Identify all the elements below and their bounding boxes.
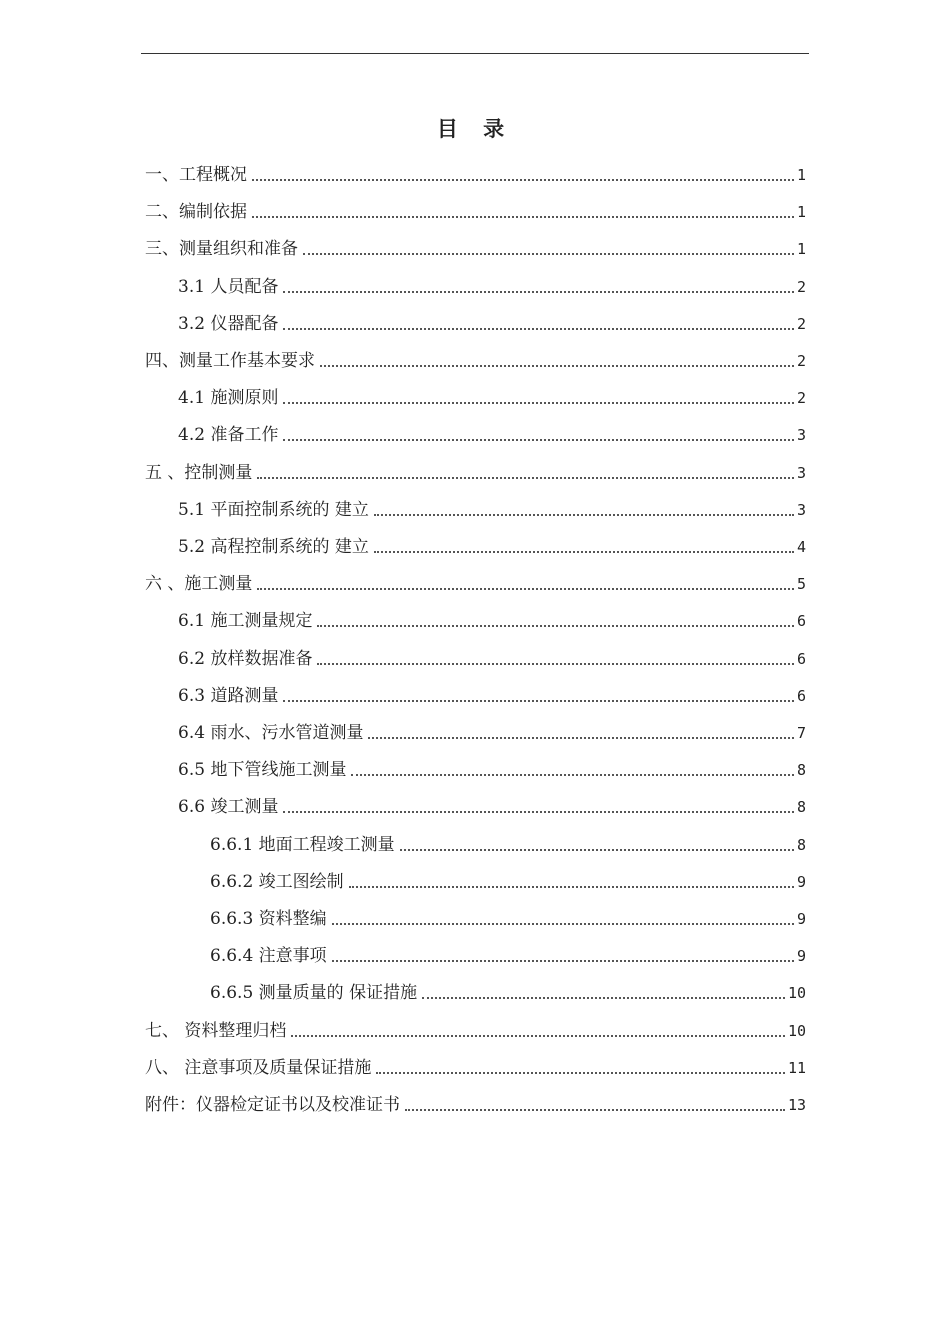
dot-leader <box>283 402 794 404</box>
toc-entry-label: 6.6.5 测量质量的 保证措施 <box>210 983 418 1004</box>
toc-entry-label: 八、 注意事项及质量保证措施 <box>145 1057 372 1078</box>
dot-leader <box>303 253 794 255</box>
toc-entry-page-number: 6 <box>796 612 806 631</box>
dot-leader <box>332 923 794 925</box>
dot-leader <box>291 1035 785 1037</box>
dot-leader <box>405 1109 785 1111</box>
toc-entry-page-number: 10 <box>787 984 806 1003</box>
toc-entry-page-number: 2 <box>796 277 806 296</box>
toc-entry-label: 6.3 道路测量 <box>178 685 279 706</box>
toc-entry[interactable] <box>178 751 806 781</box>
dot-leader <box>283 439 794 441</box>
dot-leader <box>252 179 794 181</box>
dot-leader <box>317 663 794 665</box>
toc-entry[interactable] <box>145 230 806 260</box>
toc-entry-label: 3.1 人员配备 <box>178 276 279 297</box>
toc-entry[interactable] <box>210 826 806 856</box>
dot-leader <box>374 551 794 553</box>
toc-entry[interactable] <box>145 342 806 372</box>
toc-entry-page-number: 2 <box>796 389 806 408</box>
toc-entry[interactable] <box>145 454 806 484</box>
toc-entry-label: 四、测量工作基本要求 <box>145 351 315 371</box>
toc-entry[interactable] <box>178 491 806 521</box>
toc-entry[interactable] <box>145 1049 806 1079</box>
toc-entry[interactable] <box>145 193 806 223</box>
toc-entry[interactable] <box>145 156 806 186</box>
toc-entry[interactable] <box>178 305 806 335</box>
toc-entry-label: 6.6.4 注意事项 <box>210 946 327 967</box>
toc-entry-label: 三、测量组织和准备 <box>145 239 298 260</box>
toc-entry[interactable] <box>145 1086 806 1116</box>
toc-entry-page-number: 9 <box>796 910 806 928</box>
toc-entry[interactable] <box>178 416 806 446</box>
toc-entry[interactable] <box>210 974 806 1004</box>
toc-entry-page-number: 9 <box>796 872 806 891</box>
toc-entry[interactable] <box>178 602 806 632</box>
toc-entry-label: 5.2 高程控制系统的 建立 <box>178 537 369 557</box>
toc-entry-page-number: 1 <box>796 240 806 259</box>
toc-entry-page-number: 13 <box>787 1096 806 1114</box>
toc-entry[interactable] <box>145 565 806 595</box>
toc-entry-page-number: 7 <box>796 724 806 742</box>
toc-entry[interactable] <box>178 379 806 409</box>
toc-entry[interactable] <box>210 900 806 930</box>
toc-entry-label: 附件：仪器检定证书以及校准证书 <box>145 1095 400 1115</box>
toc-entry-page-number: 1 <box>796 203 806 222</box>
dot-leader <box>374 514 794 516</box>
dot-leader <box>376 1072 785 1074</box>
toc-entry-label: 6.6 竣工测量 <box>178 797 279 818</box>
toc-entry-page-number: 6 <box>796 686 806 705</box>
dot-leader <box>349 886 794 888</box>
toc-entry-label: 4.1 施测原则 <box>178 388 279 409</box>
dot-leader <box>283 291 794 293</box>
toc-entry-page-number: 8 <box>796 761 806 780</box>
toc-entry-label: 七、 资料整理归档 <box>145 1020 287 1041</box>
dot-leader <box>283 811 794 813</box>
toc-entry-page-number: 2 <box>796 314 806 333</box>
toc-entry-label: 六 、施工测量 <box>145 574 253 595</box>
toc-entry-label: 6.1 施工测量规定 <box>178 611 313 632</box>
toc-entry-label: 5.1 平面控制系统的 建立 <box>178 499 369 520</box>
toc-entry[interactable] <box>145 1012 806 1042</box>
toc-entry-label: 五 、控制测量 <box>145 462 253 483</box>
dot-leader <box>400 849 794 851</box>
dot-leader <box>257 477 794 479</box>
toc-entry-page-number: 6 <box>796 649 806 668</box>
toc-entry-label: 二、编制依据 <box>145 202 247 223</box>
dot-leader <box>320 365 794 367</box>
toc-entry-page-number: 1 <box>796 166 806 184</box>
toc-entry[interactable] <box>178 714 806 744</box>
toc-entry-page-number: 3 <box>796 500 806 519</box>
dot-leader <box>332 960 794 962</box>
toc-entry-page-number: 8 <box>796 798 806 817</box>
toc-entry-label: 4.2 准备工作 <box>178 425 279 446</box>
toc-entry-page-number: 9 <box>796 947 806 966</box>
toc-entry-label: 3.2 仪器配备 <box>178 313 279 334</box>
dot-leader <box>283 328 794 330</box>
toc-entry[interactable] <box>178 640 806 670</box>
toc-entry-page-number: 8 <box>796 835 806 854</box>
toc-entry-page-number: 3 <box>796 426 806 445</box>
toc-entry[interactable] <box>178 788 806 818</box>
dot-leader <box>368 737 794 739</box>
dot-leader <box>422 997 785 999</box>
toc-entry-page-number: 5 <box>796 575 806 594</box>
toc-entry[interactable] <box>210 937 806 967</box>
dot-leader <box>257 588 794 590</box>
dot-leader <box>252 216 794 218</box>
toc-title: 目 录 <box>436 116 514 141</box>
toc-entry-label: 6.4 雨水、污水管道测量 <box>178 723 364 743</box>
dot-leader <box>351 774 794 776</box>
toc-entry-label: 6.6.2 竣工图绘制 <box>210 871 344 892</box>
toc-entry-page-number: 11 <box>787 1058 806 1077</box>
toc-entry-label: 6.2 放样数据准备 <box>178 648 313 669</box>
toc-entry-label: 6.6.3 资料整编 <box>210 909 327 929</box>
toc-entry-page-number: 2 <box>796 352 806 370</box>
toc-entry-page-number: 4 <box>796 538 806 556</box>
toc-entry[interactable] <box>178 268 806 298</box>
toc-entry-page-number: 3 <box>796 463 806 482</box>
dot-leader <box>283 700 794 702</box>
toc-entry[interactable] <box>178 528 806 558</box>
dot-leader <box>317 625 794 627</box>
header-rule <box>141 53 809 54</box>
toc-entry-label: 一、工程概况 <box>145 165 247 185</box>
toc-entry-label: 6.5 地下管线施工测量 <box>178 760 347 781</box>
toc-entry-page-number: 10 <box>787 1021 806 1040</box>
toc-entry-label: 6.6.1 地面工程竣工测量 <box>210 834 395 855</box>
toc-entry[interactable] <box>178 677 806 707</box>
toc-entry[interactable] <box>210 863 806 893</box>
